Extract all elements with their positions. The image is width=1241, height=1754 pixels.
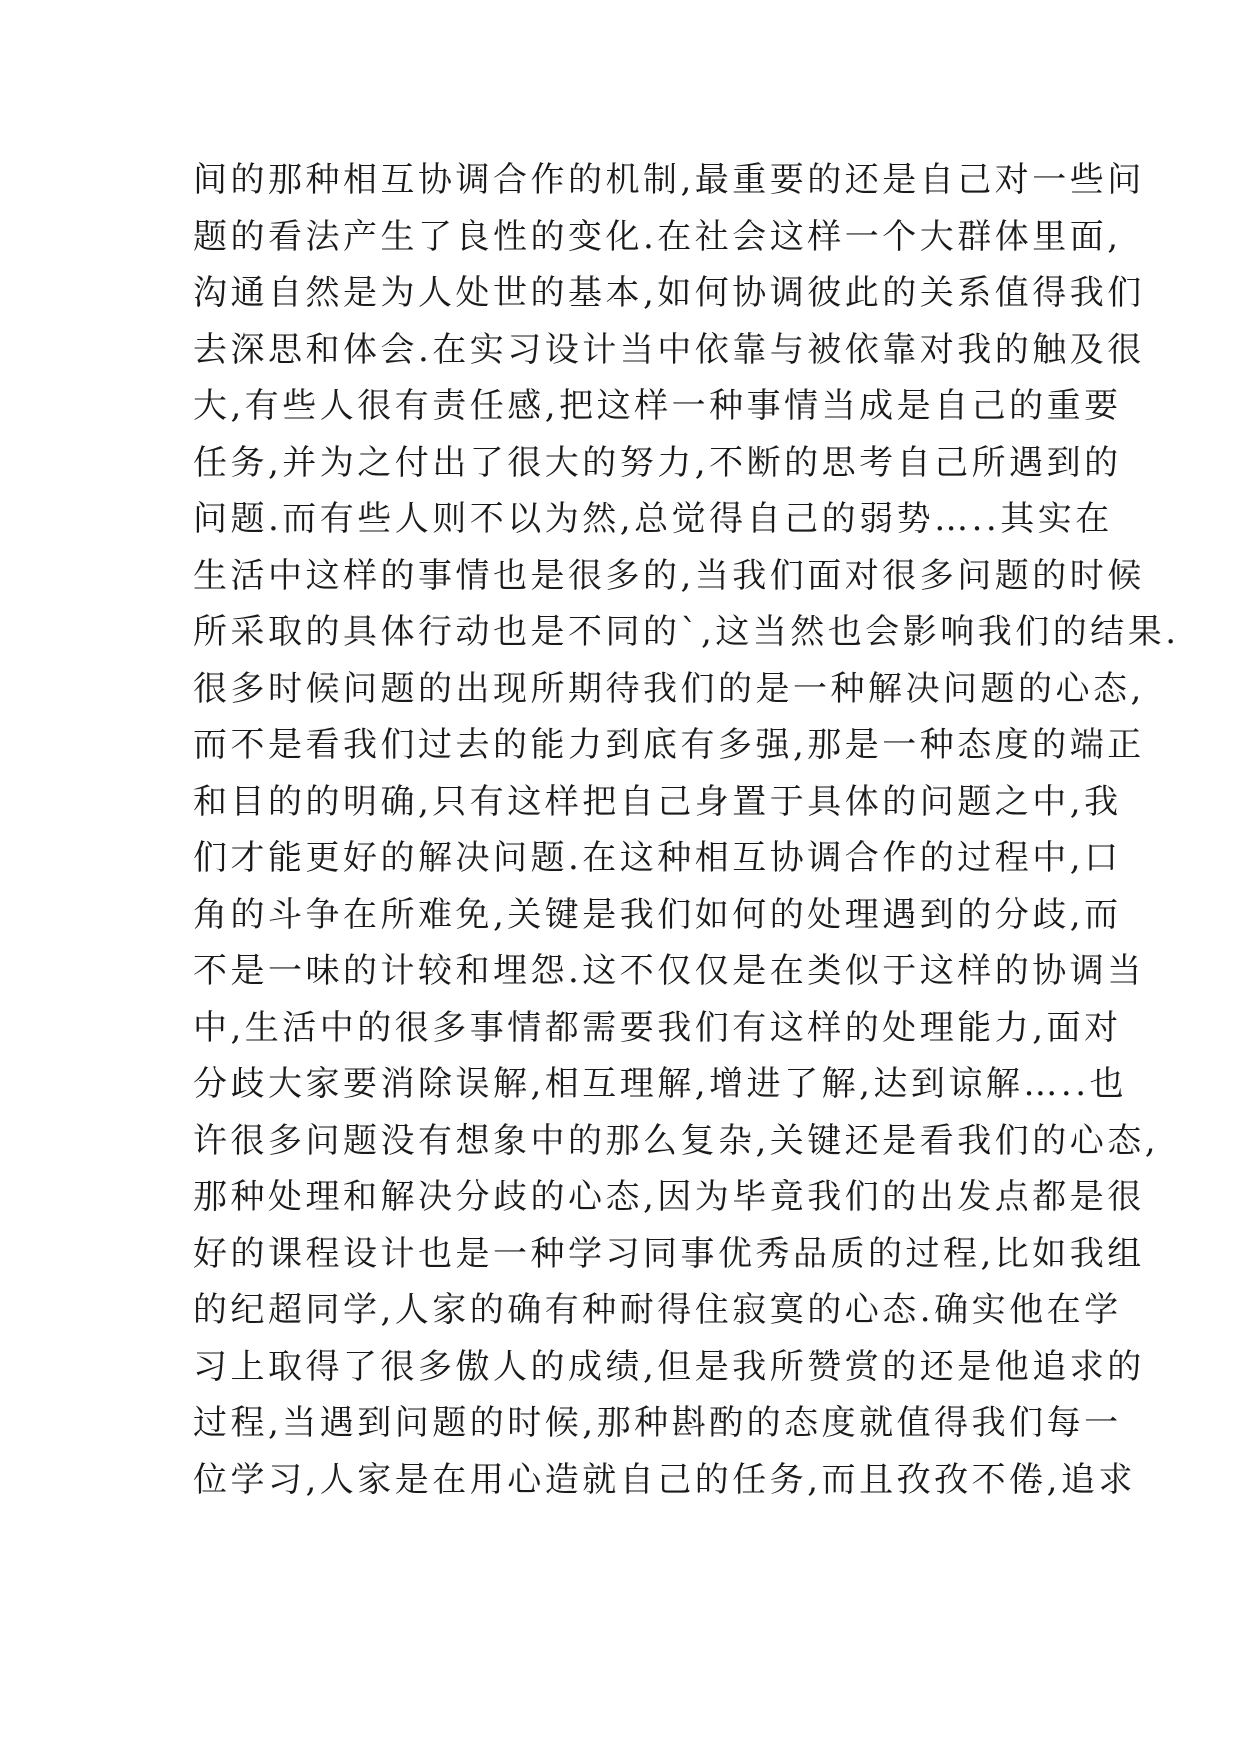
text-line: 问题.而有些人则不以为然,总觉得自己的弱势…..其实在 — [193, 499, 1113, 539]
text-line: 间的那种相互协调合作的机制,最重要的还是自己对一些问 — [193, 160, 1145, 200]
text-line: 沟通自然是为人处世的基本,如何协调彼此的关系值得我们 — [193, 273, 1145, 313]
text-line: 们才能更好的解决问题.在这种相互协调合作的过程中,口 — [193, 838, 1122, 878]
text-line: 题的看法产生了良性的变化.在社会这样一个大群体里面, — [193, 216, 1122, 257]
text-line: 任务,并为之付出了很大的努力,不断的思考自己所遇到的 — [193, 442, 1122, 483]
text-line: 角的斗争在所难免,关键是我们如何的处理遇到的分歧,而 — [193, 894, 1122, 935]
text-line: 的纪超同学,人家的确有种耐得住寂寞的心态.确实他在学 — [193, 1290, 1122, 1330]
text-line: 大,有些人很有责任感,把这样一种事情当成是自己的重要 — [193, 386, 1122, 426]
text-line: 生活中这样的事情也是很多的,当我们面对很多问题的时候 — [193, 555, 1145, 596]
text-line: 中,生活中的很多事情都需要我们有这样的处理能力,面对 — [193, 1007, 1122, 1048]
body-text — [193, 152, 1180, 1508]
text-line: 去深思和体会.在实习设计当中依靠与被依靠对我的触及很 — [193, 329, 1145, 370]
text-line: 而不是看我们过去的能力到底有多强,那是一种态度的端正 — [193, 725, 1145, 765]
text-line: 和目的的明确,只有这样把自己身置于具体的问题之中,我 — [193, 781, 1122, 822]
text-line: 习上取得了很多傲人的成绩,但是我所赞赏的还是他追求的 — [193, 1346, 1145, 1387]
text-line: 许很多问题没有想象中的那么复杂,关键还是看我们的心态, — [193, 1120, 1160, 1161]
text-line: 位学习,人家是在用心造就自己的任务,而且孜孜不倦,追求 — [193, 1459, 1136, 1500]
text-line: 所采取的具体行动也是不同的`,这当然也会影响我们的结果. — [193, 612, 1180, 652]
text-line: 好的课程设计也是一种学习同事优秀品质的过程,比如我组 — [193, 1233, 1145, 1274]
text-line: 那种处理和解决分歧的心态,因为毕竟我们的出发点都是很 — [193, 1177, 1145, 1217]
text-line: 不是一味的计较和埋怨.这不仅仅是在类似于这样的协调当 — [193, 951, 1145, 991]
text-line: 很多时候问题的出现所期待我们的是一种解决问题的心态, — [193, 668, 1145, 709]
text-line: 过程,当遇到问题的时候,那种斟酌的态度就值得我们每一 — [193, 1403, 1122, 1443]
text-line: 分歧大家要消除误解,相互理解,增进了解,达到谅解…..也 — [193, 1064, 1128, 1104]
